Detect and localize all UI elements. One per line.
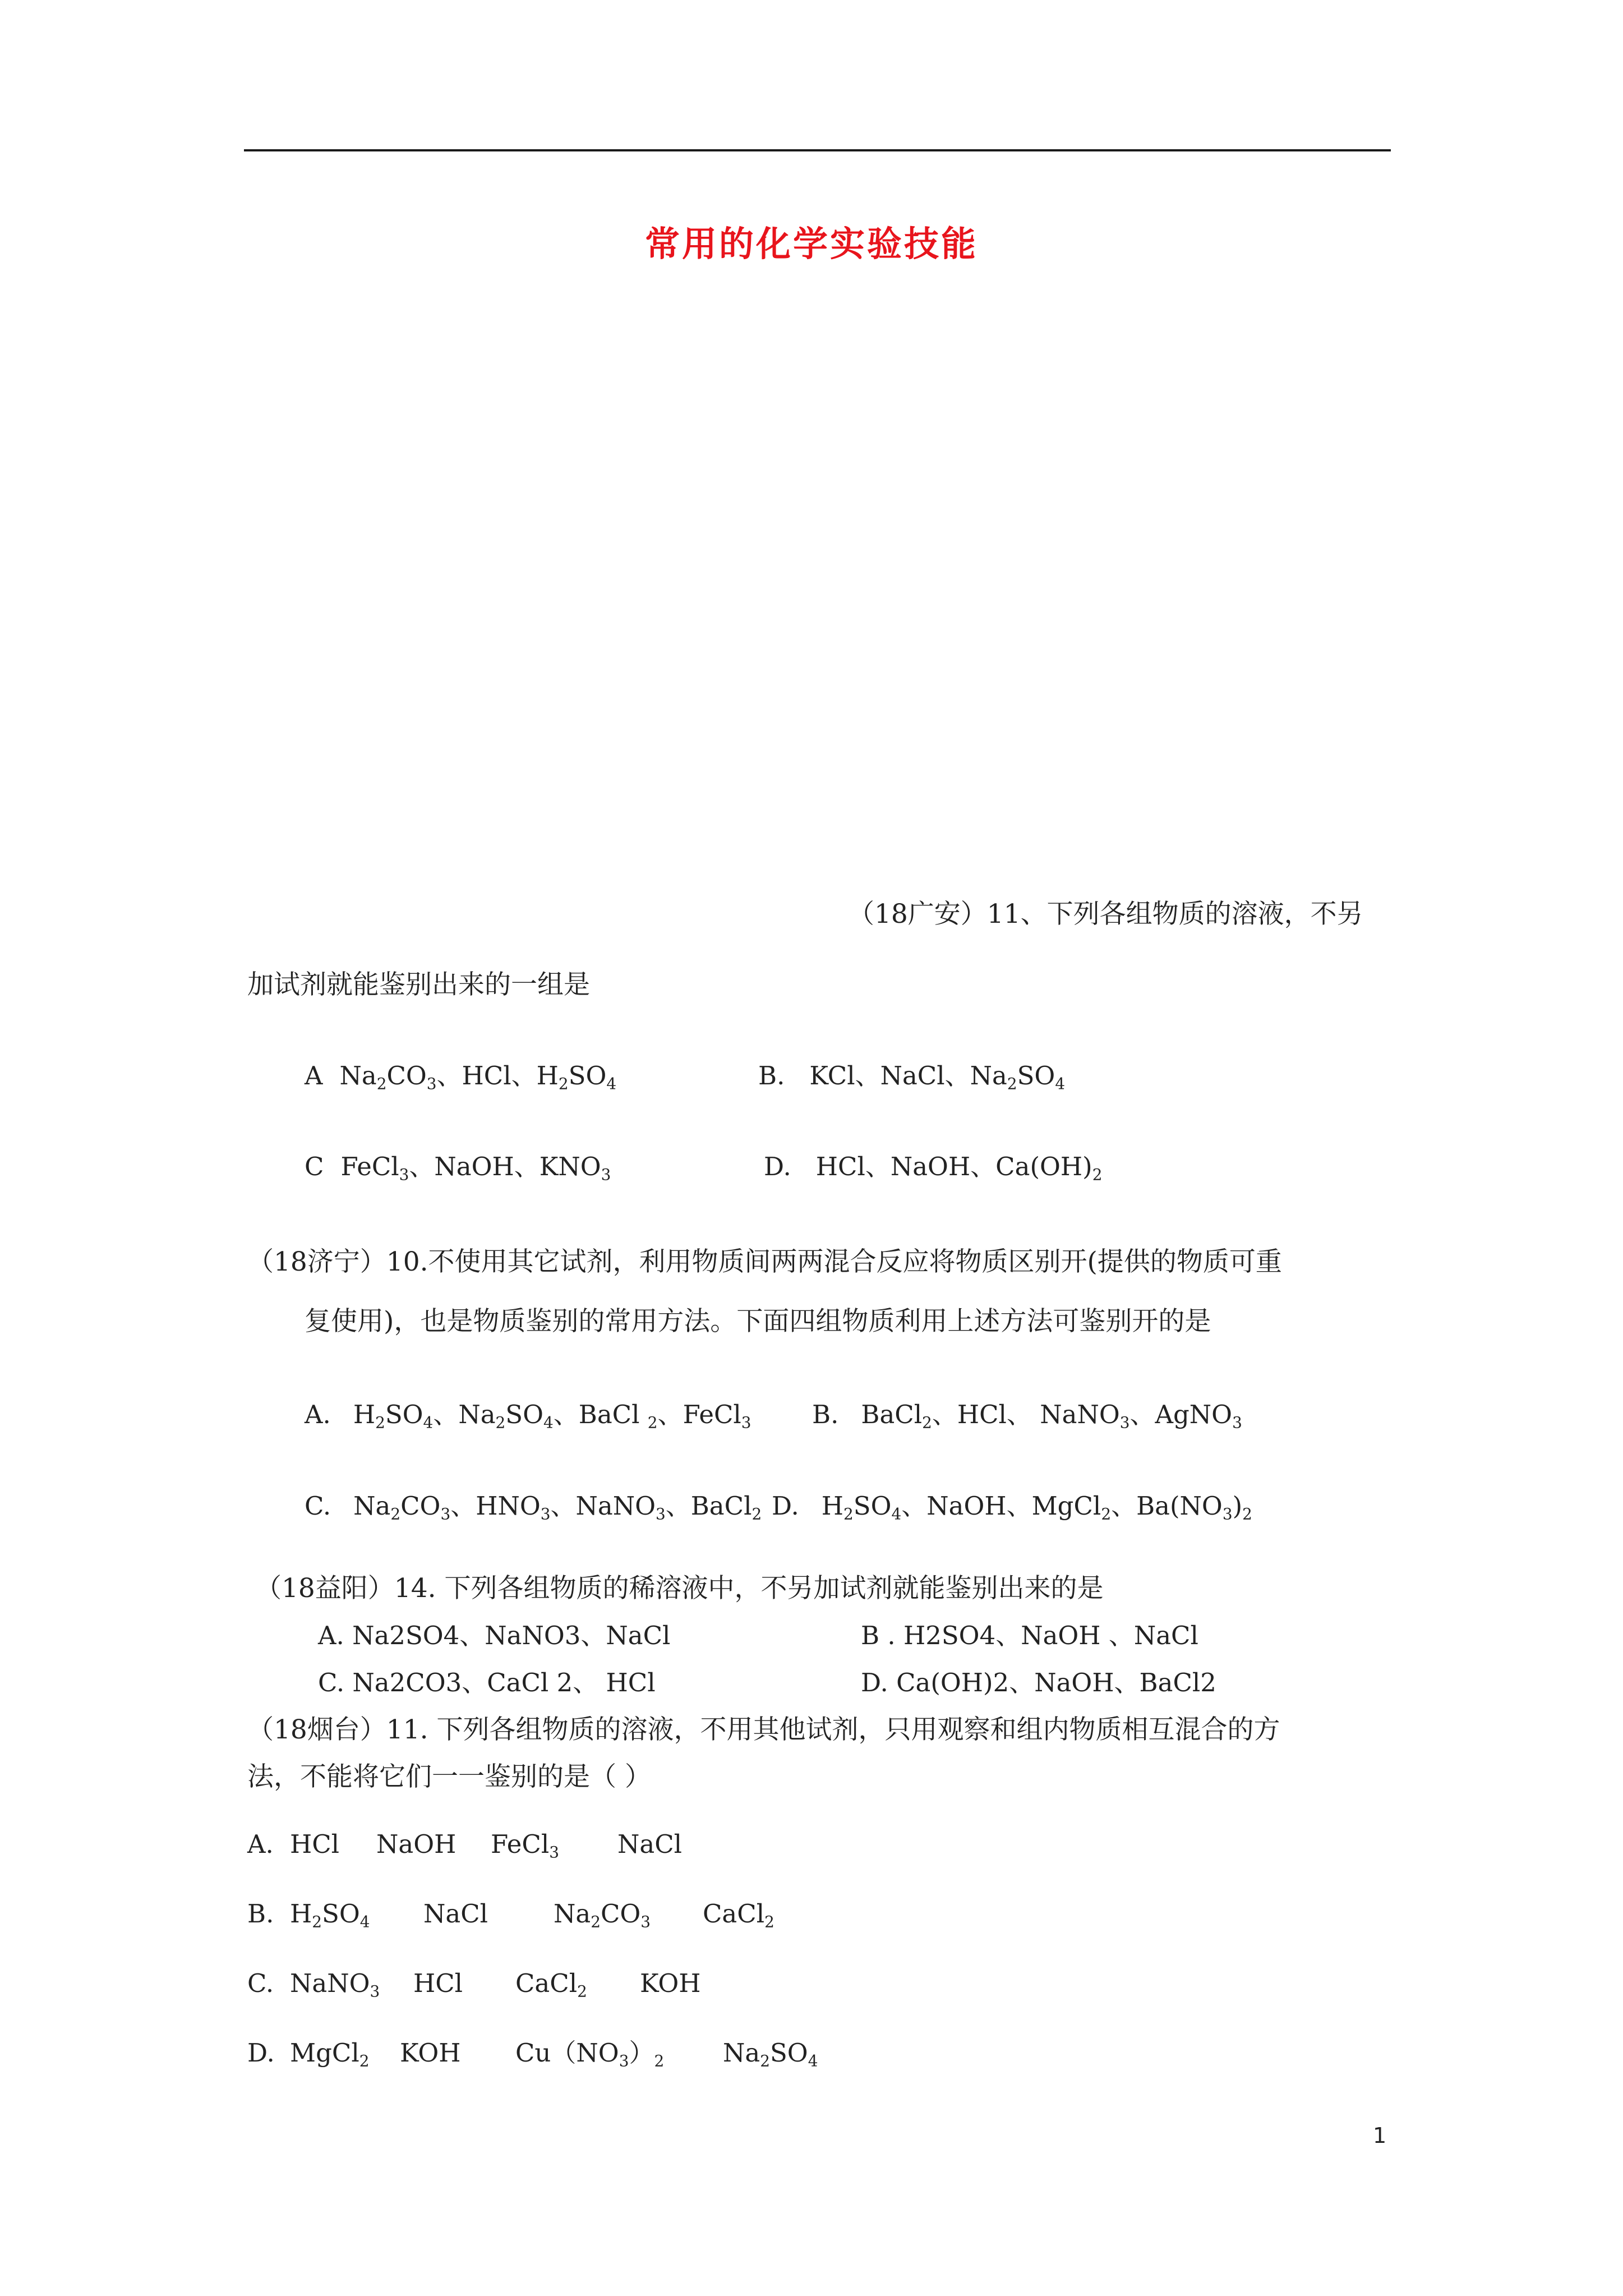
option-formula: FeCl$_3$、NaOH、$KNO_3$	[340, 1152, 611, 1184]
option-formula: BaCl$_2$、HCl、 NaNO$_3$、AgNO$_3$	[861, 1400, 1242, 1432]
header-rule	[244, 149, 1391, 151]
option-formula: $Na_2CO_3$、HCl、$H_2SO_4$	[339, 1061, 617, 1093]
option-item: CaCl$_2$	[515, 1968, 587, 2001]
option-label: C	[305, 1152, 324, 1181]
option-label: D.	[247, 2038, 275, 2068]
option-label: D.	[764, 1152, 791, 1181]
q4-line1: （18烟台）11. 下列各组物质的溶液，不用其他试剂，只用观察和组内物质相互混合的方	[247, 1714, 1280, 1745]
option-label: C.	[305, 1491, 331, 1521]
q2-line2: 复使用)，也是物质鉴别的常用方法。下面四组物质利用上述方法可鉴别开的是	[305, 1306, 1211, 1337]
option-formula: $H_2SO_4$、NaOH、MgCl$_2$、$Ba(NO_3)_2$	[821, 1491, 1252, 1524]
option-label: B.	[758, 1061, 785, 1091]
q1-option-d	[764, 1150, 1102, 1184]
q2-option-d	[772, 1489, 1252, 1523]
option-label: C.	[247, 1968, 274, 1998]
q3-option-a: A. Na2SO4、NaNO3、NaCl	[318, 1621, 671, 1650]
q4-line2: 法，不能将它们一一鉴别的是（ ）	[247, 1761, 651, 1792]
option-item: NaCl	[423, 1899, 488, 1929]
option-item: CaCl$_2$	[703, 1899, 774, 1931]
q1-stem: 加试剂就能鉴别出来的一组是	[247, 969, 590, 1000]
option-item: HCl	[413, 1968, 463, 1998]
option-item: NaOH	[376, 1829, 457, 1859]
option-label: A.	[247, 1829, 274, 1859]
option-label: D.	[772, 1491, 799, 1521]
q3-option-d: D. Ca(OH)2、NaOH、BaCl2	[861, 1668, 1216, 1697]
option-item: FeCl$_3$	[491, 1829, 559, 1862]
q1-option-c	[305, 1150, 611, 1184]
option-formula: KCl、NaCl、$Na_2SO_4$	[809, 1061, 1066, 1093]
q1-option-b	[758, 1059, 1065, 1093]
q2-option-c	[305, 1489, 762, 1523]
q3-option-c: C. Na2CO3、CaCl 2、 HCl	[318, 1668, 656, 1697]
option-item: $Na_2CO_3$	[554, 1899, 651, 1931]
q3-stem: （18益阳）14. 下列各组物质的稀溶液中，不另加试剂就能鉴别出来的是	[255, 1573, 1104, 1604]
page-number: 1	[1373, 2123, 1387, 2148]
option-formula: $Na_2CO_3$、$HNO_3$、NaNO$_3$、BaCl$_2$	[353, 1491, 762, 1524]
q1-option-a	[305, 1059, 616, 1093]
option-item: HCl	[290, 1829, 340, 1859]
page-title: 常用的化学实验技能	[644, 223, 978, 264]
q2-option-b	[812, 1398, 1242, 1432]
option-label: B.	[247, 1899, 274, 1929]
option-formula: HCl、NaOH、$Ca(OH)_2$	[815, 1152, 1103, 1184]
option-item: $Na_2SO_4$	[723, 2038, 818, 2070]
option-item: KOH	[400, 2038, 461, 2068]
option-item: NaCl	[617, 1829, 683, 1859]
q1-prefix: （18广安）11、下列各组物质的溶液，不另	[848, 899, 1363, 930]
option-item: MgCl$_2$	[290, 2038, 370, 2070]
option-label: B.	[812, 1400, 839, 1429]
option-formula: $H_2SO_4$、$Na_2SO_4$、BaCl $_2$、FeCl$_3$	[353, 1400, 751, 1432]
option-label: A	[305, 1061, 323, 1091]
q3-option-b: B . H2SO4、NaOH 、NaCl	[861, 1621, 1198, 1650]
option-item: KOH	[640, 1968, 701, 1998]
q2-option-a	[305, 1398, 751, 1432]
option-item: $Cu(NO_3)_2$	[515, 2038, 665, 2070]
option-item: $H_2SO_4$	[290, 1899, 370, 1931]
q2-line1: （18济宁）10.不使用其它试剂，利用物质间两两混合反应将物质区别开(提供的物质可重	[247, 1246, 1282, 1277]
option-item: NaNO$_3$	[290, 1968, 380, 2001]
option-label: A.	[305, 1400, 331, 1429]
